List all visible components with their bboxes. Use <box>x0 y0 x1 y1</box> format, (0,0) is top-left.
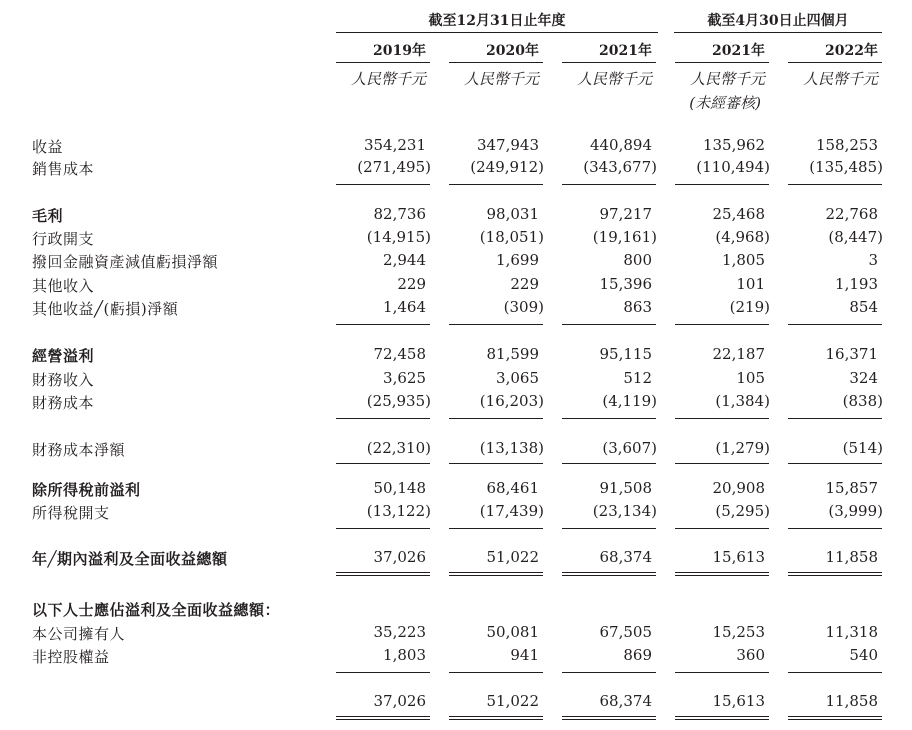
value-cell: 81,599 <box>486 345 539 363</box>
value-cell: (838) <box>842 392 883 410</box>
value-cell: (309) <box>503 298 544 316</box>
value-cell: 229 <box>510 275 539 293</box>
subtotal-rule <box>788 672 882 673</box>
label-finance-costs: 財務成本 <box>32 394 95 412</box>
value-cell: 15,613 <box>712 692 765 710</box>
value-cell: 82,736 <box>373 205 426 223</box>
value-cell: 68,461 <box>486 479 539 497</box>
subtotal-rule <box>788 463 882 464</box>
subtotal-rule <box>675 184 769 185</box>
subtotal-rule <box>336 528 430 529</box>
value-cell: 67,505 <box>599 623 652 641</box>
value-cell: 97,217 <box>599 205 652 223</box>
value-cell: (271,495) <box>357 158 431 176</box>
value-cell: 863 <box>623 298 652 316</box>
subtotal-rule <box>449 418 543 419</box>
value-cell: (14,915) <box>366 228 431 246</box>
value-cell: 1,805 <box>722 251 765 269</box>
label-finance-income: 財務收入 <box>32 371 95 389</box>
label-other-income: 其他收入 <box>32 277 95 295</box>
value-cell: 72,458 <box>373 345 426 363</box>
value-cell: 11,858 <box>825 692 878 710</box>
value-cell: 16,371 <box>825 345 878 363</box>
value-cell: 11,318 <box>825 623 878 641</box>
total-double-rule <box>449 572 543 576</box>
unaudited-label: (未經審核) <box>689 94 761 112</box>
value-cell: 15,253 <box>712 623 765 641</box>
unit-label-4: 人民幣千元 <box>689 70 765 88</box>
value-cell: 324 <box>849 369 878 387</box>
value-cell: (16,203) <box>479 392 544 410</box>
subtotal-rule <box>336 324 430 325</box>
value-cell: 1,803 <box>383 646 426 664</box>
subtotal-rule <box>449 324 543 325</box>
label-profit-before-tax: 除所得稅前溢利 <box>32 481 141 499</box>
value-cell: (135,485) <box>809 158 883 176</box>
unit-label-2: 人民幣千元 <box>463 70 539 88</box>
value-cell: 1,464 <box>383 298 426 316</box>
value-cell: (249,912) <box>470 158 544 176</box>
value-cell: (5,295) <box>715 502 770 520</box>
value-cell: 37,026 <box>373 548 426 566</box>
value-cell: 347,943 <box>476 136 539 154</box>
label-gross-profit: 毛利 <box>32 207 64 225</box>
value-cell: 50,081 <box>486 623 539 641</box>
subtotal-rule <box>562 463 656 464</box>
value-cell: (219) <box>729 298 770 316</box>
value-cell: 135,962 <box>702 136 765 154</box>
label-other-gains: 其他收益╱(虧損)淨額 <box>32 300 179 318</box>
value-cell: 37,026 <box>373 692 426 710</box>
value-cell: (17,439) <box>479 502 544 520</box>
subtotal-rule <box>788 418 882 419</box>
value-cell: (1,384) <box>715 392 770 410</box>
value-cell: 229 <box>397 275 426 293</box>
value-cell: 1,699 <box>496 251 539 269</box>
subtotal-rule <box>449 184 543 185</box>
subtotal-rule <box>788 324 882 325</box>
label-attributable-heading: 以下人士應佔溢利及全面收益總額： <box>32 601 281 619</box>
value-cell: 354,231 <box>363 136 426 154</box>
value-cell: 11,858 <box>825 548 878 566</box>
unit-label-1: 人民幣千元 <box>350 70 426 88</box>
value-cell: 854 <box>849 298 878 316</box>
value-cell: 2,944 <box>383 251 426 269</box>
value-cell: 1,193 <box>835 275 878 293</box>
value-cell: 68,374 <box>599 692 652 710</box>
value-cell: (3,607) <box>602 439 657 457</box>
subtotal-rule <box>336 418 430 419</box>
value-cell: 15,396 <box>599 275 652 293</box>
year-rule-4 <box>675 62 769 63</box>
total-double-rule <box>788 716 882 720</box>
label-cost-of-sales: 銷售成本 <box>32 160 95 178</box>
subtotal-rule <box>562 528 656 529</box>
value-cell: 20,908 <box>712 479 765 497</box>
subtotal-rule <box>675 528 769 529</box>
value-cell: 540 <box>849 646 878 664</box>
year-rule-5 <box>788 62 882 63</box>
value-cell: 158,253 <box>815 136 878 154</box>
label-operating-profit: 經營溢利 <box>32 347 95 365</box>
value-cell: (3,999) <box>828 502 883 520</box>
subtotal-rule <box>562 184 656 185</box>
group-header-period: 截至4月30日止四個月 <box>707 13 849 29</box>
value-cell: 15,613 <box>712 548 765 566</box>
year-rule-3 <box>562 62 656 63</box>
subtotal-rule <box>562 324 656 325</box>
subtotal-rule <box>562 672 656 673</box>
year-rule-2 <box>449 62 543 63</box>
value-cell: (23,134) <box>592 502 657 520</box>
subtotal-rule <box>449 463 543 464</box>
subtotal-rule <box>336 463 430 464</box>
subtotal-rule <box>788 528 882 529</box>
value-cell: (8,447) <box>828 228 883 246</box>
subtotal-rule <box>675 418 769 419</box>
subtotal-rule <box>449 528 543 529</box>
label-owners: 本公司擁有人 <box>32 625 126 643</box>
value-cell: 360 <box>736 646 765 664</box>
label-nci: 非控股權益 <box>32 648 110 666</box>
year-header-5: 2022年 <box>825 43 878 59</box>
value-cell: (13,138) <box>479 439 544 457</box>
year-header-2: 2020年 <box>486 43 539 59</box>
total-double-rule <box>336 716 430 720</box>
subtotal-rule <box>336 184 430 185</box>
year-header-3: 2021年 <box>599 43 652 59</box>
year-header-4: 2021年 <box>712 43 765 59</box>
total-double-rule <box>788 572 882 576</box>
total-double-rule <box>562 572 656 576</box>
value-cell: (25,935) <box>366 392 431 410</box>
value-cell: 15,857 <box>825 479 878 497</box>
value-cell: 91,508 <box>599 479 652 497</box>
value-cell: (4,119) <box>602 392 657 410</box>
label-revenue: 收益 <box>32 138 64 156</box>
value-cell: 25,468 <box>712 205 765 223</box>
year-rule-1 <box>336 62 430 63</box>
label-income-tax: 所得稅開支 <box>32 504 110 522</box>
value-cell: 35,223 <box>373 623 426 641</box>
value-cell: (514) <box>842 439 883 457</box>
value-cell: 3 <box>868 251 878 269</box>
total-double-rule <box>675 572 769 576</box>
subtotal-rule <box>675 672 769 673</box>
value-cell: 800 <box>623 251 652 269</box>
value-cell: 440,894 <box>589 136 652 154</box>
label-impairment-reversal: 撥回金融資產減值虧損淨額 <box>32 253 219 271</box>
value-cell: 22,187 <box>712 345 765 363</box>
year-header-1: 2019年 <box>373 43 426 59</box>
value-cell: (1,279) <box>715 439 770 457</box>
subtotal-rule <box>675 463 769 464</box>
value-cell: 512 <box>623 369 652 387</box>
value-cell: 68,374 <box>599 548 652 566</box>
subtotal-rule <box>675 324 769 325</box>
value-cell: (22,310) <box>366 439 431 457</box>
total-double-rule <box>449 716 543 720</box>
total-double-rule <box>336 572 430 576</box>
value-cell: (18,051) <box>479 228 544 246</box>
value-cell: 51,022 <box>486 548 539 566</box>
value-cell: 101 <box>736 275 765 293</box>
value-cell: 51,022 <box>486 692 539 710</box>
unit-label-5: 人民幣千元 <box>802 70 878 88</box>
value-cell: 95,115 <box>599 345 652 363</box>
value-cell: 98,031 <box>486 205 539 223</box>
value-cell: (13,122) <box>366 502 431 520</box>
value-cell: 3,625 <box>383 369 426 387</box>
total-double-rule <box>562 716 656 720</box>
value-cell: 941 <box>510 646 539 664</box>
subtotal-rule <box>336 672 430 673</box>
total-double-rule <box>675 716 769 720</box>
group-header-year-rule <box>336 32 658 33</box>
value-cell: (110,494) <box>696 158 770 176</box>
value-cell: 869 <box>623 646 652 664</box>
value-cell: 50,148 <box>373 479 426 497</box>
value-cell: 3,065 <box>496 369 539 387</box>
group-header-year: 截至12月31日止年度 <box>428 13 566 29</box>
group-header-period-rule <box>674 32 882 33</box>
subtotal-rule <box>788 184 882 185</box>
label-total-comprehensive: 年╱期內溢利及全面收益總額 <box>32 550 228 568</box>
label-net-finance-costs: 財務成本淨額 <box>32 441 126 459</box>
value-cell: (343,677) <box>583 158 657 176</box>
label-admin-expenses: 行政開支 <box>32 230 95 248</box>
subtotal-rule <box>449 672 543 673</box>
value-cell: 105 <box>736 369 765 387</box>
subtotal-rule <box>562 418 656 419</box>
value-cell: (4,968) <box>715 228 770 246</box>
value-cell: (19,161) <box>592 228 657 246</box>
value-cell: 22,768 <box>825 205 878 223</box>
unit-label-3: 人民幣千元 <box>576 70 652 88</box>
